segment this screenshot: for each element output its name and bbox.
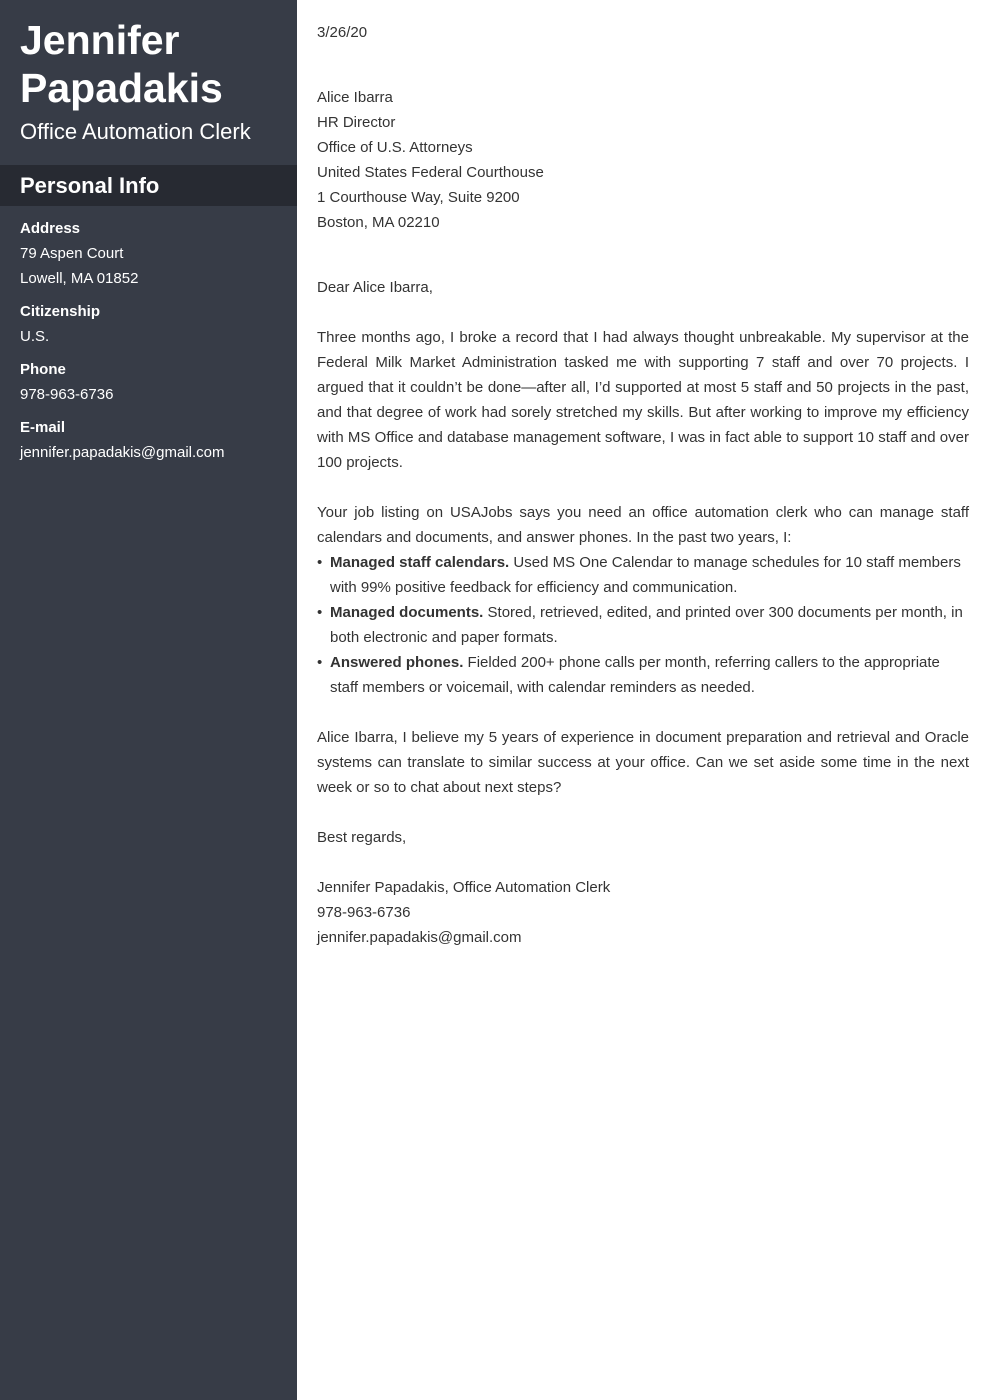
achievement-list — [317, 550, 969, 700]
recipient-office: Office of U.S. Attorneys — [317, 139, 473, 156]
recipient-building: United States Federal Courthouse — [317, 164, 544, 181]
candidate-name — [20, 16, 277, 112]
sidebar — [0, 0, 297, 1400]
info-phone — [20, 357, 277, 407]
paragraph-listing: Your job listing on USAJobs says you need an office automation clerk who can manage staff calendars and documents, and answer phones. In the past two years, I: — [317, 504, 969, 546]
name-last: Papadakis — [20, 65, 223, 111]
info-label: Phone — [20, 361, 66, 378]
signature-name: Jennifer Papadakis, Office Automation Clerk — [317, 879, 611, 896]
personal-info — [0, 206, 297, 465]
recipient-block — [317, 85, 969, 235]
info-value: jennifer.papadakis@gmail.com — [20, 444, 225, 461]
list-item-heading: Managed documents. — [330, 604, 484, 621]
info-value: U.S. — [20, 328, 50, 345]
info-label: E-mail — [20, 419, 66, 436]
section-title: Personal Info — [20, 172, 160, 198]
list-item-heading: Managed staff calendars. — [330, 554, 510, 571]
list-item-heading: Answered phones. — [330, 654, 464, 671]
bullet-icon: • — [317, 604, 323, 621]
recipient-city: Boston, MA 02210 — [317, 214, 440, 231]
salutation: Dear Alice Ibarra, — [317, 279, 433, 296]
info-email — [20, 415, 277, 465]
list-item — [317, 550, 969, 600]
info-value: 79 Aspen Court — [20, 245, 124, 262]
bullet-icon: • — [317, 654, 323, 671]
closing: Best regards, — [317, 829, 407, 846]
paragraph-intro: Three months ago, I broke a record that I had always thought unbreakable. My supervisor at the Federal Milk Market Administration tasked me with supporting 7 staff and over 70 projects. I argued that it couldn’t be done—after all, I’d supported at most 5 staff and 50 projects in the past, and that degree of work had sorely stretched my skills. But after working to improve my efficiency with MS Office and database management software, I was in fact able to support 10 staff and over 100 projects. — [317, 329, 969, 471]
signature-block — [317, 875, 969, 950]
info-label: Address — [20, 220, 81, 237]
sidebar-header — [0, 0, 297, 165]
recipient-title: HR Director — [317, 114, 396, 131]
paragraph-closing: Alice Ibarra, I believe my 5 years of experience in document preparation and retrieval and Oracle systems can translate to similar success at your office. Can we set aside some time in the next week or so to chat about next steps? — [317, 729, 969, 796]
signature-email: jennifer.papadakis@gmail.com — [317, 929, 522, 946]
recipient-name: Alice Ibarra — [317, 89, 393, 106]
list-item-text: Used MS One Calendar to manage schedules for 10 staff members with 99% positive feedback for efficiency and communication. — [330, 554, 961, 596]
list-item — [317, 650, 969, 700]
recipient-street: 1 Courthouse Way, Suite 9200 — [317, 189, 520, 206]
candidate-title: Office Automation Clerk — [20, 119, 251, 144]
signature-phone: 978-963-6736 — [317, 904, 411, 921]
info-citizenship — [20, 299, 277, 349]
letter-date: 3/26/20 — [317, 24, 368, 41]
list-item — [317, 600, 969, 650]
bullet-icon: • — [317, 554, 323, 571]
info-address — [20, 216, 277, 291]
personal-info-header — [0, 165, 297, 206]
info-label: Citizenship — [20, 303, 101, 320]
info-value: 978-963-6736 — [20, 386, 114, 403]
info-value: Lowell, MA 01852 — [20, 270, 139, 287]
letter-body — [317, 20, 969, 950]
list-item-text: Stored, retrieved, edited, and printed over 300 documents per month, in both electronic and paper formats. — [330, 604, 963, 646]
name-first: Jennifer — [20, 17, 180, 63]
list-item-text: Fielded 200+ phone calls per month, referring callers to the appropriate staff members or voicemail, with calendar reminders as needed. — [330, 654, 940, 696]
